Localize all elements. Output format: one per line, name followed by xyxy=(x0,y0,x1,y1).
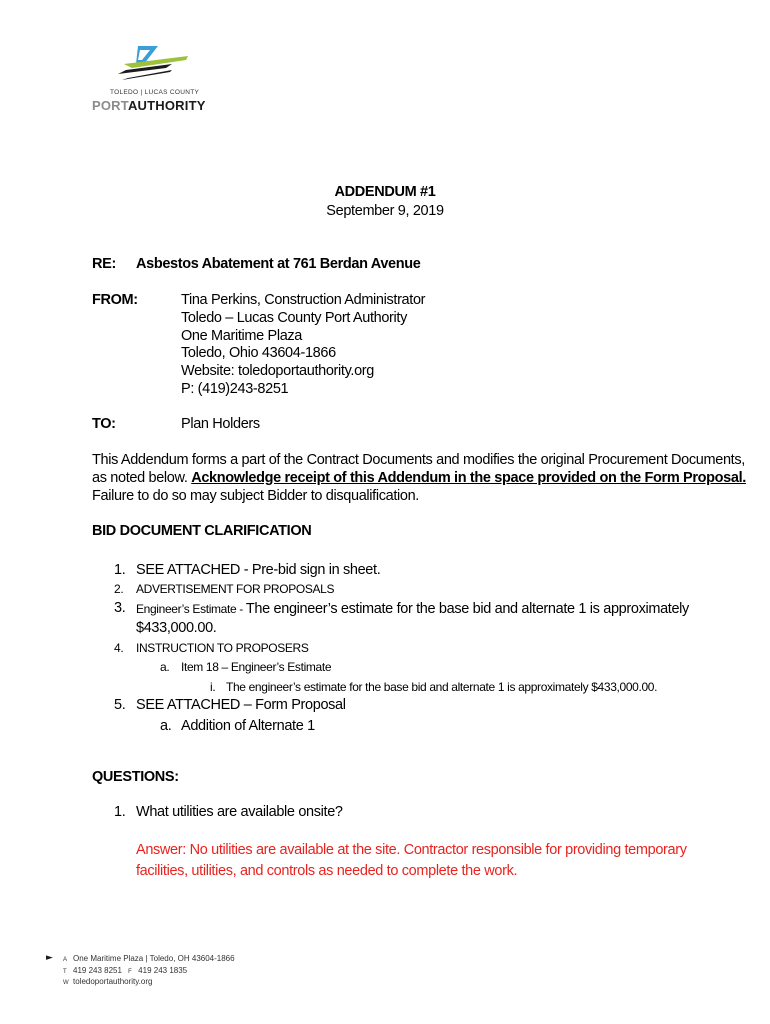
to-label: TO: xyxy=(92,416,116,432)
logo-top-line: TOLEDO | LUCAS COUNTY xyxy=(110,89,200,96)
clarification-heading: BID DOCUMENT CLARIFICATION xyxy=(92,523,312,539)
from-line: Toledo – Lucas County Port Authority xyxy=(181,309,407,326)
clarification-item-3-prefix: Engineer’s Estimate - xyxy=(136,602,246,616)
acknowledge-receipt-text: Acknowledge receipt of this Addendum in the space provided on the Form Proposal. xyxy=(191,469,746,486)
clarification-item-4-num: 4. xyxy=(114,641,124,655)
clarification-subitem-i-text: The engineer’s estimate for the base bid and alternate 1 is approximately $433,000.00. xyxy=(226,680,658,694)
clarification-item-3-amount: $433,000.00. xyxy=(136,620,217,636)
clarification-item-4-text: INSTRUCTION TO PROPOSERS xyxy=(136,641,309,655)
answer-1 xyxy=(136,840,687,882)
footer-arrow-icon: ► xyxy=(46,953,53,963)
clarification-item-5a-text: Addition of Alternate 1 xyxy=(181,718,315,734)
from-line: One Maritime Plaza xyxy=(181,327,303,344)
clarification-subitem-a-text: Item 18 – Engineer’s Estimate xyxy=(181,660,332,674)
clarification-subitem-a-num: a. xyxy=(160,660,170,674)
logo-wordmark xyxy=(92,98,206,113)
footer-web-line xyxy=(63,977,235,989)
footer-address-line xyxy=(63,954,235,966)
intro-line-1: This Addendum forms a part of the Contract Documents and modifies the original Procurement Documents, xyxy=(92,452,745,468)
question-1-text: What utilities are available onsite? xyxy=(136,804,343,820)
intro-line-2 xyxy=(92,469,746,488)
intro-paragraph xyxy=(92,452,746,505)
logo-port-text: PORT xyxy=(92,98,128,113)
clarification-item-5-text: SEE ATTACHED – Form Proposal xyxy=(136,697,346,713)
clarification-item-3-text xyxy=(136,600,689,618)
clarification-item-1-num: 1. xyxy=(114,562,126,578)
clarification-subitem-i-num: i. xyxy=(210,680,216,694)
clarification-item-3-num: 3. xyxy=(114,600,126,616)
addendum-title: ADDENDUM #1 xyxy=(334,184,436,200)
from-line: Tina Perkins, Construction Administrator xyxy=(181,292,426,308)
clarification-item-2-num: 2. xyxy=(114,582,124,596)
addendum-date: September 9, 2019 xyxy=(326,203,444,219)
from-block xyxy=(181,292,425,399)
footer-address: One Maritime Plaza | Toledo, OH 43604-1866 xyxy=(73,954,235,963)
from-label: FROM: xyxy=(92,292,138,308)
footer-web-key: W xyxy=(63,980,69,986)
footer-phone-line xyxy=(63,966,235,978)
clarification-item-5a-num: a. xyxy=(160,718,172,734)
footer-web[interactable]: toledoportauthority.org xyxy=(73,977,153,986)
logo-authority-text: AUTHORITY xyxy=(127,98,206,113)
re-label: RE: xyxy=(92,256,116,272)
footer-address-key: A xyxy=(63,957,68,963)
questions-heading: QUESTIONS: xyxy=(92,769,179,785)
clarification-item-3-body: The engineer’s estimate for the base bid and alternate 1 is approximately xyxy=(245,601,689,617)
port-authority-logo xyxy=(92,44,232,114)
footer-phone-key: T xyxy=(63,968,67,975)
from-line: Toledo, Ohio 43604-1866 xyxy=(181,345,336,362)
re-value: Asbestos Abatement at 761 Berdan Avenue xyxy=(136,256,421,272)
answer-1-line-2: facilities, utilities, and controls as needed to complete the work. xyxy=(136,863,518,879)
clarification-item-5-num: 5. xyxy=(114,697,126,713)
from-line: Website: toledoportauthority.org xyxy=(181,363,374,380)
footer-fax-key: F xyxy=(128,968,132,975)
footer-contact xyxy=(63,954,235,989)
intro-line-3: Failure to do so may subject Bidder to disqualification. xyxy=(92,487,419,504)
from-line: P: (419)243-8251 xyxy=(181,380,289,397)
intro-line-2-prefix: as noted below. xyxy=(92,469,192,486)
clarification-item-2-text: ADVERTISEMENT FOR PROPOSALS xyxy=(136,582,335,596)
clarification-item-1-text: SEE ATTACHED - Pre-bid sign in sheet. xyxy=(136,562,381,578)
footer-phone: 419 243 8251 xyxy=(73,965,122,975)
logo-mark-icon xyxy=(92,44,232,88)
to-value: Plan Holders xyxy=(181,416,260,432)
answer-1-line-1: Answer: No utilities are available at the site. Contractor responsible for providing temporary xyxy=(136,842,687,858)
footer-fax: 419 243 1835 xyxy=(138,965,188,975)
question-1-num: 1. xyxy=(114,804,126,820)
